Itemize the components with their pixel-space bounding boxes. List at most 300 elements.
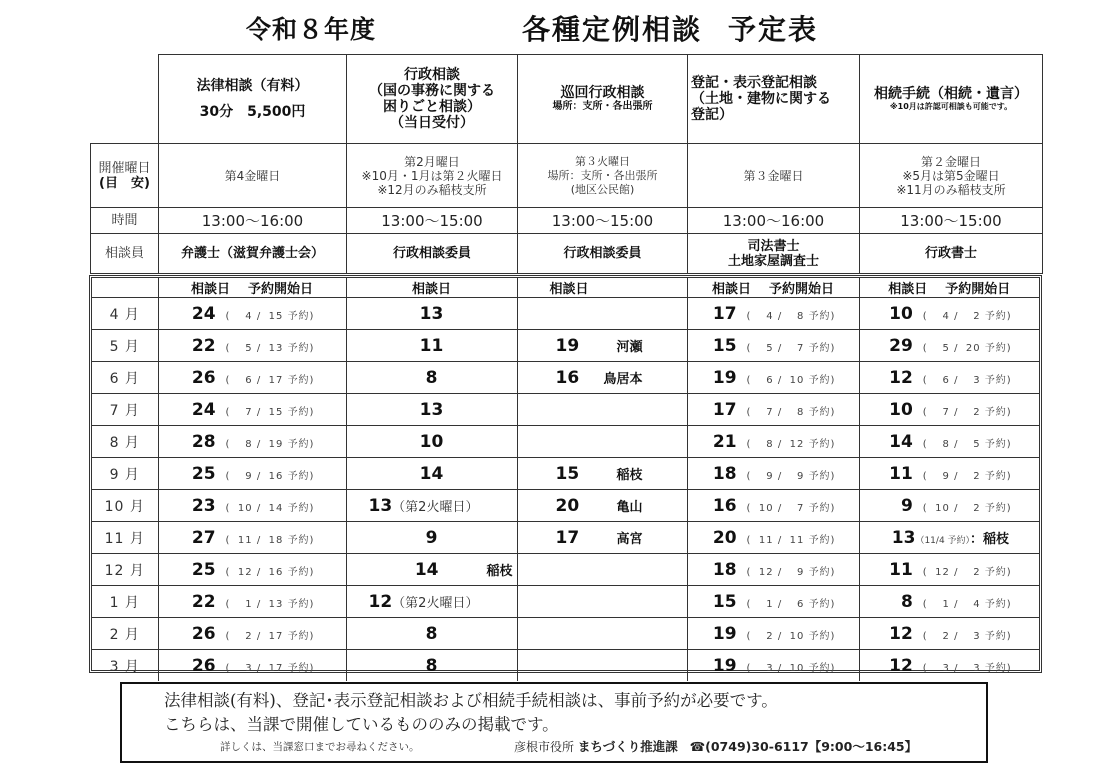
slash: / [954, 470, 959, 482]
reserve-suffix: 予約) [984, 566, 1012, 578]
reserve-suffix: 予約) [984, 438, 1012, 450]
paren: ( [922, 438, 928, 450]
reserve-day: 8 [797, 406, 805, 418]
reserve-month: 1 [766, 598, 774, 610]
reserve-suffix: 予約) [808, 438, 836, 450]
slash: / [777, 502, 783, 514]
consult-day: 23 [191, 495, 216, 516]
legal-cell [158, 618, 346, 650]
reserve-month: 7 [942, 406, 950, 418]
admin-cell [346, 362, 517, 394]
legal-cell [158, 330, 346, 362]
notice-box [120, 682, 988, 763]
paren: ( [746, 374, 752, 386]
reserve-suffix: 予約) [984, 470, 1012, 482]
office-hours: 【9:00〜16:45】 [808, 739, 918, 754]
reserve-month: 10 [758, 502, 774, 514]
admin-desc-1: （国の事務に関する [369, 83, 495, 99]
reserve-start [226, 599, 315, 610]
time-touring: 13:00〜15:00 [518, 208, 688, 234]
slash: / [256, 566, 262, 578]
admin-cell [346, 618, 517, 650]
paren: ( [746, 502, 752, 514]
reserve-month: 2 [942, 630, 950, 642]
paren: ( [225, 630, 231, 642]
month-label: 6 月 [92, 362, 158, 394]
slash: / [777, 470, 783, 482]
reserve-month: 9 [942, 470, 950, 482]
header-day: 相談日 [190, 282, 230, 297]
inheritance-cell [859, 362, 1039, 394]
inheritance-cell [859, 458, 1039, 490]
schedule-inheritance-line: ※5月は第5金曜日 [902, 168, 1000, 183]
paren: ( [922, 566, 928, 578]
registration-cell [687, 618, 859, 650]
reserve-start [923, 663, 1012, 674]
reserve-start [226, 343, 315, 354]
paren: ( [225, 598, 231, 610]
reserve-start [226, 375, 315, 386]
reserve-day: 3 [973, 662, 981, 674]
slash: / [954, 310, 959, 322]
staff-row [91, 234, 1043, 274]
touring-cell [517, 490, 687, 522]
inheritance-cell [859, 298, 1039, 330]
paren: ( [746, 662, 752, 674]
phone-icon: ☎ [689, 739, 706, 754]
reserve-suffix: 予約) [984, 598, 1012, 610]
reserve-start: （11/4 予約） [915, 535, 971, 546]
reserve-suffix: 予約) [287, 374, 315, 386]
staff-inheritance: 行政書士 [860, 234, 1043, 274]
consult-day: 19 [555, 335, 580, 356]
paren: ( [922, 598, 928, 610]
consult-day: 24 [191, 399, 216, 420]
reserve-month: 8 [942, 438, 950, 450]
registration-cell [687, 426, 859, 458]
consult-day: 16 [555, 367, 580, 388]
header-reserve: 予約開始日 [945, 282, 1011, 297]
slash: / [256, 534, 262, 546]
paren: ( [922, 502, 928, 514]
reserve-start [923, 375, 1012, 386]
venue: 亀山 [616, 500, 643, 515]
staff-legal: 弁護士（滋賀弁護士会） [159, 234, 347, 274]
reserve-month: 4 [245, 310, 253, 322]
schedule-label [91, 144, 159, 208]
reserve-suffix: 予約) [287, 470, 315, 482]
admin-note: （第2火曜日） [392, 595, 479, 611]
reserve-suffix: 予約) [984, 374, 1012, 386]
header-admin [347, 55, 518, 144]
consult-day: 27 [191, 527, 216, 548]
touring-cell [517, 458, 687, 490]
paren: ( [225, 470, 231, 482]
consult-day: 16 [712, 495, 737, 516]
time-row [91, 208, 1043, 234]
paren: ( [922, 374, 928, 386]
monthly-schedule-frame [89, 275, 1042, 676]
reserve-suffix: 予約) [287, 566, 315, 578]
slash: / [954, 406, 959, 418]
inheritance-cell [859, 618, 1039, 650]
slash: / [256, 630, 262, 642]
consult-day: 15 [555, 463, 580, 484]
reserve-month: 7 [245, 406, 253, 418]
reserve-start [226, 471, 315, 482]
office-name: 彦根市役所 [514, 740, 575, 754]
reserve-suffix: 予約) [287, 310, 315, 322]
consult-day: 8 [900, 591, 913, 612]
reserve-suffix: 予約) [287, 342, 315, 354]
schedule-inheritance-line: 第２金曜日 [920, 154, 981, 169]
schedule-admin-line: ※12月のみ稲枝支所 [377, 182, 487, 197]
reserve-month: 2 [245, 630, 253, 642]
consultation-info-table [90, 54, 1043, 274]
reserve-suffix: 予約) [287, 662, 315, 674]
paren: ( [225, 662, 231, 674]
month-label: 8 月 [92, 426, 158, 458]
slash: / [256, 342, 262, 354]
consult-day: 10 [889, 399, 913, 420]
paren: ( [922, 406, 928, 418]
reserve-start [747, 311, 836, 322]
consult-day: 12 [889, 655, 913, 676]
month-label: 12 月 [92, 554, 158, 586]
month-row [92, 650, 1039, 682]
reserve-start [923, 311, 1012, 322]
slash: / [256, 374, 262, 386]
schedule-row [91, 144, 1043, 208]
reserve-start [747, 343, 836, 354]
paren: ( [746, 534, 752, 546]
reserve-day: 7 [797, 502, 805, 514]
slash: / [954, 662, 959, 674]
touring-cell [517, 586, 687, 618]
touring-cell [517, 618, 687, 650]
reserve-suffix: 予約) [287, 534, 315, 546]
inheritance-col-header [859, 278, 1039, 298]
inheritance-cell [859, 394, 1039, 426]
consult-day: 25 [191, 559, 216, 580]
inheritance-cell [859, 650, 1039, 682]
consult-day: 15 [712, 591, 737, 612]
touring-cell [517, 426, 687, 458]
reserve-start [747, 567, 836, 578]
legal-cell [158, 458, 346, 490]
reserve-month: 3 [766, 662, 774, 674]
month-label: 10 月 [92, 490, 158, 522]
header-reserve: 予約開始日 [769, 282, 835, 297]
admin-cell [346, 490, 517, 522]
reserve-day: 11 [789, 534, 805, 546]
reserve-start [226, 567, 315, 578]
paren: ( [225, 310, 231, 322]
staff-admin: 行政相談委員 [347, 234, 518, 274]
schedule-legal-text: 第4金曜日 [224, 168, 281, 183]
schedule-touring [518, 144, 688, 208]
registration-title: 登記・表示登記相談 [691, 75, 817, 91]
admin-cell [346, 586, 517, 618]
consult-day: 26 [191, 367, 216, 388]
reserve-start [923, 599, 1012, 610]
reserve-month: 10 [935, 502, 950, 514]
month-row [92, 426, 1039, 458]
reserve-start [923, 439, 1012, 450]
reserve-start [747, 535, 836, 546]
consult-day: 11 [889, 463, 913, 484]
slash: / [954, 598, 959, 610]
slash: / [954, 342, 959, 354]
monthly-schedule-table [92, 278, 1039, 681]
reserve-month: 8 [245, 438, 253, 450]
reserve-start [226, 503, 315, 514]
month-row [92, 362, 1039, 394]
reserve-start [923, 343, 1012, 354]
slash: / [256, 502, 262, 514]
reserve-day: 15 [268, 310, 284, 322]
slash: / [777, 598, 783, 610]
slash: / [256, 470, 262, 482]
consult-day: 29 [889, 335, 913, 356]
reserve-suffix: 予約) [808, 374, 836, 386]
month-row [92, 330, 1039, 362]
month-row [92, 618, 1039, 650]
time-inheritance: 13:00〜15:00 [860, 208, 1043, 234]
reserve-start [923, 407, 1012, 418]
admin-cell [346, 394, 517, 426]
reserve-day: 7 [797, 342, 805, 354]
admin-cell [346, 426, 517, 458]
reserve-suffix: 予約) [808, 662, 836, 674]
reserve-day: 15 [268, 406, 284, 418]
reserve-month: 4 [942, 310, 950, 322]
reserve-day: 17 [268, 630, 284, 642]
admin-title: 行政相談 [404, 67, 460, 83]
header-day: 相談日 [549, 282, 589, 297]
paren: ( [746, 406, 752, 418]
reserve-suffix: 予約) [287, 598, 315, 610]
reserve-day: 5 [973, 438, 981, 450]
venue: 稲枝 [486, 564, 513, 579]
schedule-legal [159, 144, 347, 208]
slash: / [954, 566, 959, 578]
admin-cell [346, 330, 517, 362]
paren: ( [922, 662, 928, 674]
reserve-day: 19 [268, 438, 284, 450]
consult-day: 19 [712, 655, 737, 676]
reserve-start [747, 439, 836, 450]
reserve-month: 4 [766, 310, 774, 322]
consult-day: 13 [891, 527, 916, 548]
inheritance-note: ※10月は許認可相談も可能です。 [889, 102, 1013, 111]
reserve-day: 10 [789, 374, 805, 386]
touring-cell [517, 330, 687, 362]
paren: ( [225, 406, 231, 418]
staff-label: 相談員 [91, 234, 159, 274]
slash: / [777, 534, 783, 546]
venue: 河瀬 [616, 340, 643, 355]
category-header-row [91, 55, 1043, 144]
schedule-touring-line: (地区公民館) [570, 182, 635, 196]
slash: / [256, 438, 262, 450]
month-row [92, 458, 1039, 490]
registration-cell [687, 330, 859, 362]
consult-day: 20 [555, 495, 580, 516]
schedule-admin-line: ※10月・1月は第２火曜日 [361, 168, 503, 183]
registration-col-header [687, 278, 859, 298]
staff-registration-2: 土地家屋調査士 [727, 253, 819, 269]
reserve-month: 12 [237, 566, 253, 578]
paren: ( [746, 630, 752, 642]
page-title-suffix: 予定表 [728, 13, 819, 46]
consult-day: 22 [191, 591, 216, 612]
paren: ( [922, 310, 928, 322]
admin-desc-3: （当日受付） [390, 115, 474, 131]
admin-col-header: 相談日 [346, 278, 517, 298]
paren: ( [922, 342, 928, 354]
month-row [92, 554, 1039, 586]
reserve-day: 13 [268, 342, 284, 354]
reserve-start [923, 631, 1012, 642]
reserve-suffix: 予約) [984, 502, 1012, 514]
header-day: 相談日 [888, 282, 928, 297]
consult-day: 13 [419, 399, 444, 420]
admin-desc-2: 困りごと相談） [383, 99, 481, 115]
legal-col-header [158, 278, 346, 298]
consult-day: 12 [889, 367, 913, 388]
slash: / [256, 406, 262, 418]
paren: ( [225, 438, 231, 450]
reserve-month: 3 [942, 662, 950, 674]
slash: / [777, 310, 783, 322]
time-legal: 13:00〜16:00 [159, 208, 347, 234]
reserve-start [747, 663, 836, 674]
reserve-start [747, 503, 836, 514]
consult-day: 13 [368, 495, 393, 516]
reserve-day: 12 [789, 438, 805, 450]
schedule-touring-line: 第３火曜日 [575, 154, 630, 168]
reserve-suffix: 予約) [808, 406, 836, 418]
reserve-month: 7 [766, 406, 774, 418]
month-label: 5 月 [92, 330, 158, 362]
reserve-suffix: 予約) [808, 310, 836, 322]
reserve-month: 5 [942, 342, 950, 354]
reserve-day: 9 [797, 470, 805, 482]
reserve-month: 1 [942, 598, 950, 610]
paren: ( [225, 566, 231, 578]
month-label: 7 月 [92, 394, 158, 426]
month-header [92, 278, 158, 298]
inheritance-cell [859, 490, 1039, 522]
reserve-start [923, 567, 1012, 578]
reserve-day: 14 [268, 502, 284, 514]
reserve-start [747, 375, 836, 386]
department-name: まちづくり推進課 [577, 739, 678, 754]
paren: ( [746, 598, 752, 610]
paren: ( [922, 630, 928, 642]
paren: ( [225, 502, 231, 514]
inheritance-cell [859, 586, 1039, 618]
paren: ( [225, 342, 231, 354]
admin-cell [346, 298, 517, 330]
registration-desc-1: （土地・建物に関する [691, 91, 831, 107]
touring-cell [517, 394, 687, 426]
header-legal [159, 55, 347, 144]
reserve-day: 13 [268, 598, 284, 610]
reserve-start [747, 471, 836, 482]
reserve-month: 6 [942, 374, 950, 386]
notice-line-2: こちらは、当課で開催しているもののみの掲載です。 [164, 715, 559, 734]
consult-day: 17 [712, 399, 737, 420]
reserve-suffix: 予約) [808, 630, 836, 642]
reserve-month: 3 [245, 662, 253, 674]
consult-day: 18 [712, 559, 737, 580]
reserve-start [747, 599, 836, 610]
schedule-registration [688, 144, 860, 208]
reserve-day: 2 [973, 470, 981, 482]
reserve-start [226, 407, 315, 418]
page-title [522, 8, 818, 48]
consult-day: 10 [889, 303, 913, 324]
reserve-month: 9 [766, 470, 774, 482]
time-label: 時間 [91, 208, 159, 234]
consult-day: 20 [712, 527, 737, 548]
slash: / [954, 630, 959, 642]
consult-day: 12 [368, 591, 393, 612]
inheritance-cell [859, 554, 1039, 586]
registration-cell [687, 298, 859, 330]
reserve-month: 2 [766, 630, 774, 642]
consult-day: 25 [191, 463, 216, 484]
reserve-suffix: 予約) [287, 406, 315, 418]
contact-info [514, 737, 917, 755]
inheritance-cell [859, 522, 1039, 554]
reserve-day: 10 [789, 630, 805, 642]
month-label: 9 月 [92, 458, 158, 490]
paren: ( [746, 438, 752, 450]
inheritance-cell [859, 330, 1039, 362]
reserve-suffix: 予約) [984, 662, 1012, 674]
reserve-day: 3 [973, 630, 981, 642]
reserve-month: 5 [245, 342, 253, 354]
reserve-start [747, 407, 836, 418]
touring-cell [517, 298, 687, 330]
admin-cell [346, 554, 517, 586]
corner-cell [91, 55, 159, 144]
reserve-day: 3 [973, 374, 981, 386]
touring-cell [517, 362, 687, 394]
consult-day: 17 [555, 527, 580, 548]
reserve-month: 6 [766, 374, 774, 386]
legal-title: 法律相談（有料） [196, 78, 309, 94]
legal-cell [158, 650, 346, 682]
paren: ( [922, 470, 928, 482]
month-row [92, 522, 1039, 554]
paren: ( [746, 310, 752, 322]
registration-cell [687, 650, 859, 682]
touring-col-header [517, 278, 687, 298]
reserve-day: 18 [268, 534, 284, 546]
venue: ：稲枝 [970, 531, 1010, 547]
consult-day: 17 [712, 303, 737, 324]
reserve-day: 8 [797, 310, 805, 322]
legal-fee: 30分 5,500円 [199, 104, 306, 120]
slash: / [777, 374, 783, 386]
slash: / [777, 406, 783, 418]
schedule-registration-text: 第３金曜日 [743, 168, 804, 183]
reserve-suffix: 予約) [984, 310, 1012, 322]
